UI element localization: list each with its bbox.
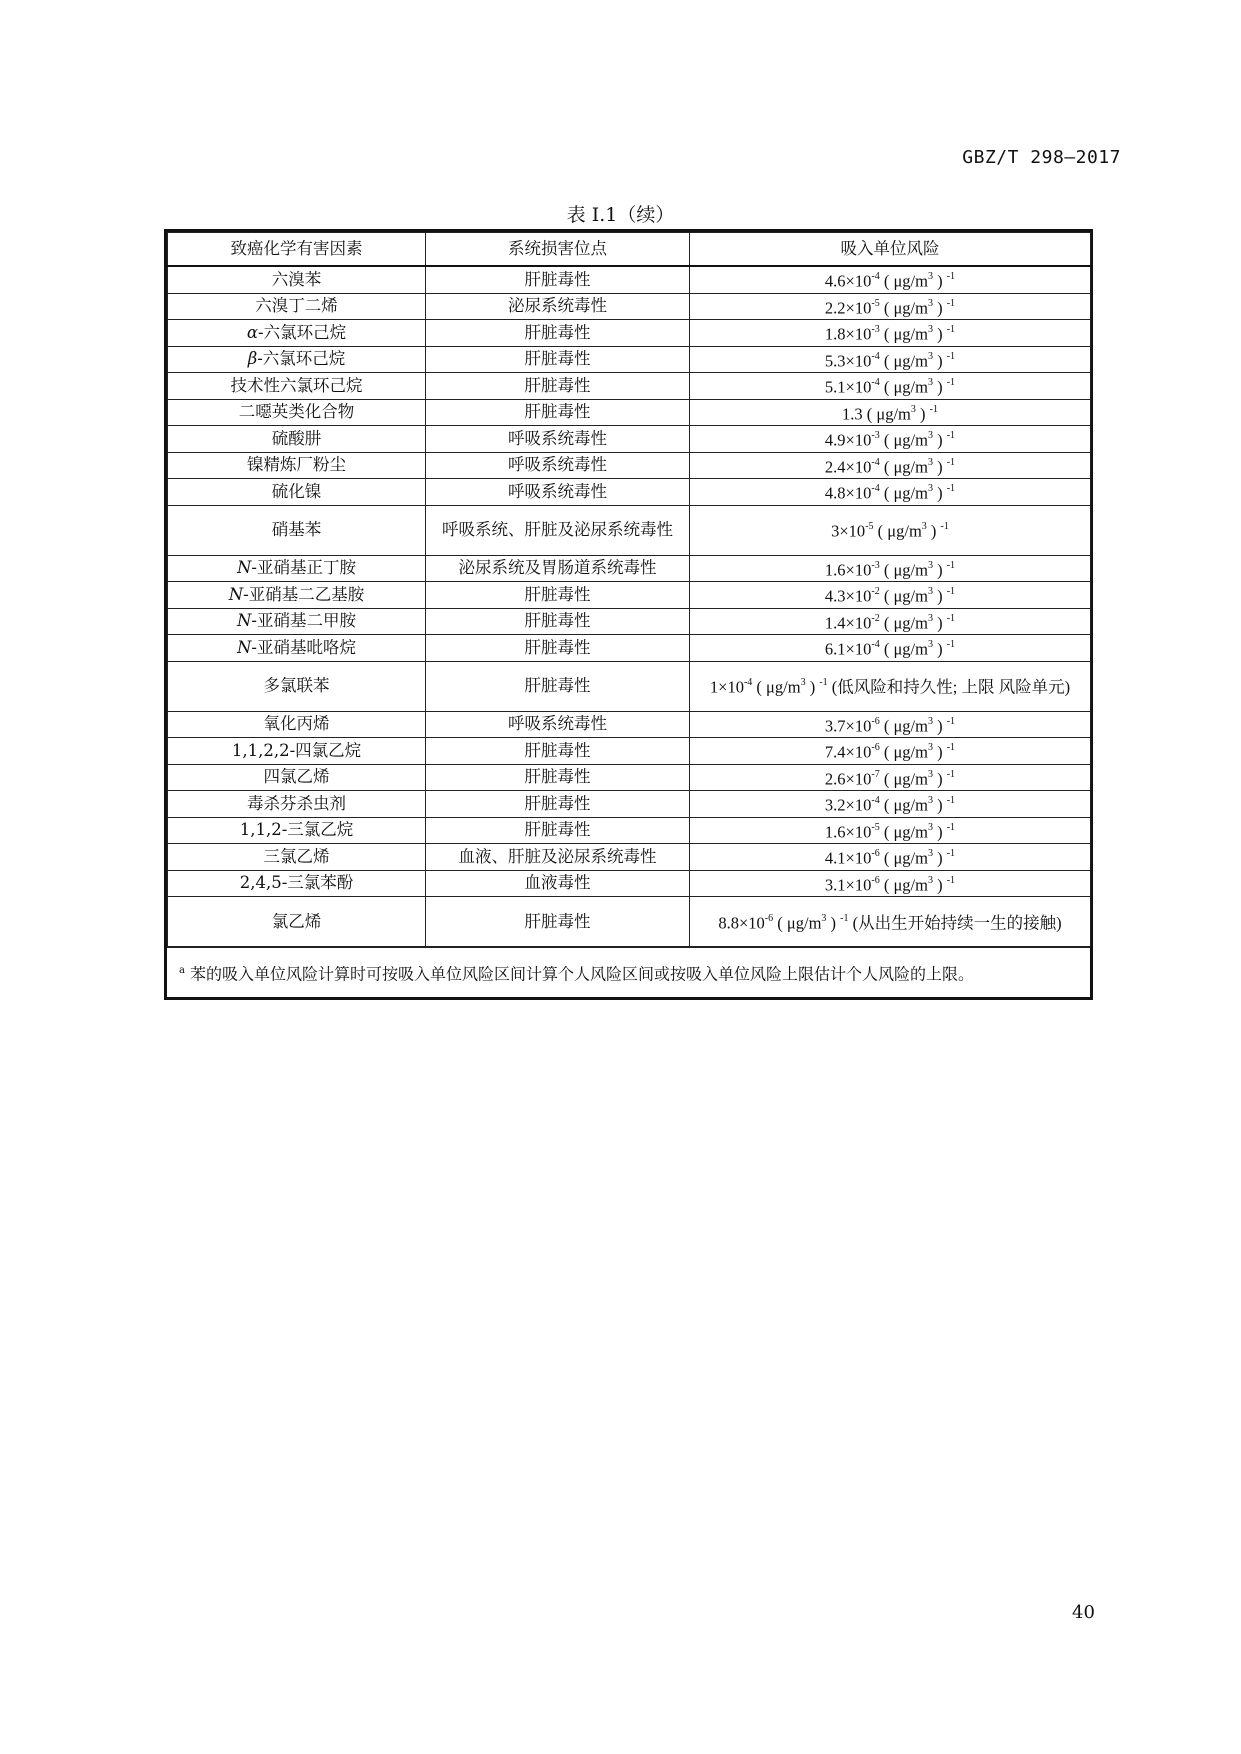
risk-exponent: -6 — [764, 912, 774, 924]
table-row — [168, 791, 1091, 818]
risk-coefficient: 1.4×10 — [824, 613, 872, 632]
risk-exponent: -3 — [871, 430, 880, 441]
risk-exponent: -4 — [871, 639, 880, 650]
risk-unit-exponent: 3 — [800, 677, 806, 689]
chemical-name-cell — [168, 635, 426, 662]
risk-unit-inverse: -1 — [946, 297, 956, 309]
risk-unit-exponent: 3 — [927, 324, 933, 335]
damage-site-cell: 肝脏毒性 — [426, 346, 690, 373]
table-row — [168, 661, 1091, 711]
chemical-name: -亚硝基正丁胺 — [251, 558, 356, 578]
risk-unit-exponent: 3 — [927, 377, 933, 388]
risk-unit-exponent: 3 — [927, 639, 933, 650]
risk-unit-inverse: -1 — [946, 586, 956, 597]
chemical-name: 1,1,2-三氯乙烷 — [239, 820, 354, 840]
risk-unit-exponent: 3 — [927, 456, 933, 468]
risk-unit-exponent: 3 — [910, 403, 916, 415]
risk-unit-exponent: 3 — [927, 795, 933, 806]
risk-unit-exponent: 3 — [927, 821, 933, 833]
risk-unit-inverse: -1 — [946, 612, 956, 624]
risk-unit-exponent: 3 — [927, 559, 933, 571]
chemical-name: 四氯乙烯 — [263, 767, 330, 787]
risk-exponent: -3 — [871, 559, 880, 571]
chemical-prefix: N — [236, 637, 252, 657]
inhalation-risk-cell — [690, 426, 1091, 453]
risk-note: (从出生开始持续一生的接触) — [848, 913, 1062, 933]
table-row — [168, 505, 1091, 555]
risk-coefficient: 4.1×10 — [824, 848, 872, 868]
risk-unit-inverse: -1 — [946, 350, 956, 362]
chemical-prefix: N — [236, 558, 252, 578]
chemical-name-cell — [168, 399, 426, 426]
risk-unit-close: ) — [932, 457, 947, 476]
risk-coefficient: 3.2×10 — [824, 795, 872, 815]
risk-unit-close: ) — [805, 677, 820, 697]
inhalation-risk-cell — [690, 320, 1091, 347]
damage-site-cell: 肝脏毒性 — [426, 897, 690, 947]
risk-unit-close: ) — [932, 822, 947, 841]
risk-exponent: -4 — [743, 677, 753, 689]
damage-site-cell: 泌尿系统及胃肠道系统毒性 — [426, 555, 690, 582]
chemical-name-cell — [168, 661, 426, 711]
risk-unit-exponent: 3 — [927, 586, 933, 597]
damage-site-cell: 呼吸系统毒性 — [426, 711, 690, 738]
chemical-name: 技术性六氯环己烷 — [230, 375, 363, 395]
risk-unit-exponent: 3 — [927, 874, 933, 886]
risk-exponent: -6 — [871, 742, 880, 753]
risk-unit-exponent: 3 — [927, 271, 933, 282]
inhalation-risk-cell — [690, 266, 1091, 293]
risk-coefficient: 4.3×10 — [824, 586, 872, 606]
chemical-name-cell — [168, 608, 426, 635]
table-row — [168, 426, 1091, 453]
chemical-name-cell — [168, 870, 426, 897]
risk-unit-close: ) — [932, 613, 947, 632]
inhalation-risk-cell — [690, 844, 1091, 871]
damage-site-cell: 肝脏毒性 — [426, 817, 690, 844]
inhalation-risk-cell — [690, 870, 1091, 897]
risk-unit: ( μg/m — [879, 848, 928, 868]
risk-coefficient: 1.6×10 — [824, 560, 872, 579]
risk-unit: ( μg/m — [879, 298, 928, 317]
risk-unit-exponent: 3 — [927, 350, 933, 362]
table-row — [168, 817, 1091, 844]
risk-unit-close: ) — [932, 769, 947, 788]
inhalation-risk-cell — [690, 791, 1091, 818]
risk-coefficient: 3.7×10 — [824, 716, 872, 735]
chemical-name-cell — [168, 791, 426, 818]
risk-exponent: -3 — [871, 324, 880, 335]
table-row — [168, 320, 1091, 347]
inhalation-risk-cell — [690, 608, 1091, 635]
table-row — [168, 346, 1091, 373]
chemical-name: -六氯环己烷 — [258, 322, 347, 342]
risk-exponent: -4 — [871, 795, 880, 806]
risk-unit-inverse: -1 — [946, 795, 956, 806]
risk-unit: ( μg/m — [879, 560, 928, 579]
inhalation-risk-cell — [690, 399, 1091, 426]
chemical-name: 六溴丁二烯 — [255, 296, 338, 316]
risk-unit: ( μg/m — [879, 742, 928, 762]
risk-unit-close: ) — [932, 639, 947, 659]
damage-site-cell: 呼吸系统毒性 — [426, 426, 690, 453]
risk-unit: ( μg/m — [879, 613, 928, 632]
risk-unit-inverse: -1 — [946, 430, 956, 441]
risk-coefficient: 8.8×10 — [718, 913, 765, 933]
risk-unit: ( μg/m — [773, 913, 822, 933]
risk-coefficient: 5.1×10 — [824, 377, 872, 397]
risk-unit: ( μg/m — [879, 586, 928, 606]
table-row — [168, 373, 1091, 400]
damage-site-cell: 血液毒性 — [426, 870, 690, 897]
table-row — [168, 582, 1091, 609]
chemical-name: 2,4,5-三氯苯酚 — [239, 873, 354, 893]
inhalation-risk-cell — [690, 738, 1091, 765]
risk-exponent: -6 — [871, 874, 880, 886]
table-header-row — [168, 233, 1091, 267]
risk-unit-inverse: -1 — [946, 271, 956, 282]
damage-site-cell: 泌尿系统毒性 — [426, 293, 690, 320]
risk-unit-exponent: 3 — [921, 521, 927, 533]
risk-unit-inverse: -1 — [946, 639, 956, 650]
risk-exponent: -4 — [871, 456, 880, 468]
damage-site-cell: 肝脏毒性 — [426, 373, 690, 400]
risk-coefficient: 5.3×10 — [824, 351, 872, 370]
table-title: 表 I.1（续） — [566, 204, 675, 226]
risk-unit-close: ) — [932, 716, 947, 735]
damage-site-cell: 肝脏毒性 — [426, 608, 690, 635]
inhalation-risk-cell — [690, 897, 1091, 947]
risk-unit-inverse: -1 — [840, 912, 849, 924]
risk-unit-close: ) — [932, 586, 947, 606]
chemical-name-cell — [168, 346, 426, 373]
risk-exponent: -7 — [871, 768, 880, 780]
risk-unit: ( μg/m — [879, 457, 928, 476]
inhalation-risk-cell — [690, 452, 1091, 479]
risk-unit-close: ) — [932, 351, 947, 370]
chemical-name-cell — [168, 844, 426, 871]
risk-unit: ( μg/m — [879, 716, 928, 735]
risk-unit-inverse: -1 — [946, 821, 956, 833]
damage-site-cell: 肝脏毒性 — [426, 635, 690, 662]
table-row — [168, 711, 1091, 738]
inhalation-risk-cell — [690, 711, 1091, 738]
chemical-prefix: N — [236, 611, 252, 631]
chemical-name: -亚硝基二乙基胺 — [243, 584, 365, 604]
risk-exponent: -4 — [871, 271, 880, 282]
risk-unit: ( μg/m — [879, 271, 928, 291]
table-row — [168, 452, 1091, 479]
chemical-name: -亚硝基吡咯烷 — [251, 637, 356, 657]
table-row — [168, 266, 1091, 293]
risk-exponent: -4 — [871, 483, 880, 494]
damage-site-cell: 肝脏毒性 — [426, 266, 690, 293]
risk-exponent: -6 — [871, 848, 880, 859]
risk-coefficient: 3×10 — [831, 521, 866, 541]
chemical-name-cell — [168, 479, 426, 506]
risk-unit-exponent: 3 — [927, 715, 933, 727]
risk-unit-close: ) — [932, 298, 947, 317]
column-header-chemical: 致癌化学有害因素 — [168, 233, 426, 267]
table-row — [168, 635, 1091, 662]
risk-unit-exponent: 3 — [927, 612, 933, 624]
risk-unit: ( μg/m — [873, 521, 922, 541]
risk-exponent: -2 — [871, 612, 880, 624]
table-footnote — [167, 947, 1090, 997]
risk-unit: ( μg/m — [879, 430, 928, 450]
risk-unit: ( μg/m — [879, 875, 928, 894]
risk-coefficient: 1.8×10 — [824, 324, 872, 344]
risk-exponent: -6 — [871, 715, 880, 727]
risk-exponent: -2 — [871, 586, 880, 597]
risk-unit-inverse: -1 — [819, 677, 828, 689]
damage-site-cell: 肝脏毒性 — [426, 764, 690, 791]
chemical-name: -亚硝基二甲胺 — [251, 611, 356, 631]
risk-unit-close: ) — [915, 404, 930, 423]
chemical-name: 多氯联苯 — [263, 676, 330, 695]
chemical-name: 镍精炼厂粉尘 — [247, 455, 346, 475]
risk-coefficient: 4.6×10 — [824, 271, 872, 291]
table-row — [168, 764, 1091, 791]
risk-unit-inverse: -1 — [946, 377, 956, 388]
risk-unit-inverse: -1 — [946, 848, 956, 859]
risk-unit-close: ) — [932, 271, 947, 291]
risk-exponent: -5 — [871, 821, 880, 833]
chemical-name-cell — [168, 764, 426, 791]
chemical-name: 毒杀芬杀虫剂 — [247, 793, 346, 813]
damage-site-cell: 呼吸系统毒性 — [426, 452, 690, 479]
risk-coefficient: 4.8×10 — [824, 483, 872, 503]
risk-unit: ( μg/m — [752, 677, 801, 697]
table-row — [168, 399, 1091, 426]
chemical-name-cell — [168, 266, 426, 293]
risk-unit-close: ) — [932, 848, 947, 868]
risk-unit-close: ) — [926, 521, 941, 541]
chemical-name-cell — [168, 555, 426, 582]
risk-unit: ( μg/m — [879, 351, 928, 370]
chemical-name-cell — [168, 711, 426, 738]
chemical-name-cell — [168, 582, 426, 609]
footnote-marker: a — [179, 965, 185, 976]
risk-coefficient: 1.6×10 — [824, 822, 872, 841]
risk-exponent: -5 — [871, 297, 880, 309]
inhalation-risk-cell — [690, 373, 1091, 400]
table-row — [168, 870, 1091, 897]
risk-unit-exponent: 3 — [927, 742, 933, 753]
chemical-name: 氯乙烯 — [271, 911, 322, 931]
risk-exponent: -4 — [871, 377, 880, 388]
risk-unit: ( μg/m — [879, 377, 928, 397]
risk-unit-inverse: -1 — [946, 483, 956, 494]
risk-table — [164, 229, 1093, 1000]
risk-unit-exponent: 3 — [927, 848, 933, 859]
risk-unit-inverse: -1 — [946, 742, 956, 753]
risk-coefficient: 2.6×10 — [824, 769, 872, 788]
risk-unit-inverse: -1 — [946, 456, 956, 468]
risk-unit-exponent: 3 — [927, 768, 933, 780]
footnote-text: 苯的吸入单位风险计算时可按吸入单位风险区间计算个人风险区间或按吸入单位风险上限估计个人风险的上限。 — [184, 964, 975, 984]
chemical-name: -六氯环己烷 — [257, 349, 346, 369]
inhalation-risk-cell — [690, 582, 1091, 609]
risk-unit: ( μg/m — [879, 324, 928, 344]
table-row — [168, 844, 1091, 871]
risk-coefficient: 2.2×10 — [824, 298, 872, 317]
risk-unit: ( μg/m — [879, 769, 928, 788]
risk-coefficient: 6.1×10 — [824, 639, 872, 659]
page-number: 40 — [1072, 1602, 1095, 1623]
risk-unit-exponent: 3 — [927, 297, 933, 309]
chemical-name: 三氯乙烯 — [263, 846, 330, 866]
inhalation-risk-cell — [690, 555, 1091, 582]
inhalation-risk-cell — [690, 293, 1091, 320]
risk-unit-inverse: -1 — [946, 324, 956, 335]
chemical-prefix: N — [228, 584, 244, 604]
risk-unit-exponent: 3 — [821, 912, 827, 924]
chemical-prefix: β — [247, 349, 258, 369]
chemical-name: 1,1,2,2-四氯乙烷 — [231, 740, 362, 760]
chemical-name-cell — [168, 426, 426, 453]
risk-exponent: -5 — [865, 521, 874, 533]
chemical-name: 二噁英类化合物 — [238, 402, 355, 422]
risk-unit-close: ) — [932, 560, 947, 579]
chemical-name-cell — [168, 452, 426, 479]
inhalation-risk-cell — [690, 635, 1091, 662]
risk-unit-close: ) — [932, 795, 947, 815]
risk-unit-close: ) — [826, 913, 841, 933]
risk-unit-inverse: -1 — [940, 521, 949, 533]
risk-note: (低风险和持久性; 上限 风险单元) — [827, 677, 1071, 697]
table-row — [168, 293, 1091, 320]
table-row — [168, 608, 1091, 635]
damage-site-cell: 肝脏毒性 — [426, 399, 690, 426]
risk-unit: ( μg/m — [862, 404, 911, 423]
risk-unit-inverse: -1 — [946, 715, 956, 727]
risk-coefficient: 7.4×10 — [824, 742, 872, 762]
column-header-risk: 吸入单位风险 — [690, 233, 1091, 267]
table-row — [168, 897, 1091, 947]
risk-unit: ( μg/m — [879, 822, 928, 841]
chemical-name: 硫酸肼 — [271, 428, 322, 448]
risk-unit-inverse: -1 — [929, 403, 938, 415]
chemical-name-cell — [168, 738, 426, 765]
damage-site-cell: 呼吸系统、肝脏及泌尿系统毒性 — [426, 505, 690, 555]
risk-coefficient: 4.9×10 — [824, 430, 872, 450]
column-header-site: 系统损害位点 — [426, 233, 690, 267]
damage-site-cell: 肝脏毒性 — [426, 791, 690, 818]
inhalation-risk-cell — [690, 661, 1091, 711]
damage-site-cell: 肝脏毒性 — [426, 320, 690, 347]
risk-unit-close: ) — [932, 875, 947, 894]
risk-unit: ( μg/m — [879, 795, 928, 815]
risk-coefficient: 3.1×10 — [824, 875, 872, 894]
risk-unit-inverse: -1 — [946, 559, 956, 571]
standard-code: GBZ/T 298—2017 — [962, 147, 1121, 168]
table-row — [168, 738, 1091, 765]
inhalation-risk-cell — [690, 764, 1091, 791]
inhalation-risk-cell — [690, 817, 1091, 844]
chemical-prefix: α — [246, 322, 259, 342]
chemical-name: 硫化镍 — [271, 481, 322, 501]
damage-site-cell: 肝脏毒性 — [426, 582, 690, 609]
risk-unit-exponent: 3 — [927, 483, 933, 494]
chemical-name: 硝基苯 — [271, 520, 322, 539]
chemical-name-cell — [168, 505, 426, 555]
risk-coefficient: 1.3 — [842, 404, 863, 423]
inhalation-risk-cell — [690, 479, 1091, 506]
damage-site-cell: 呼吸系统毒性 — [426, 479, 690, 506]
risk-unit: ( μg/m — [879, 483, 928, 503]
risk-unit: ( μg/m — [879, 639, 928, 659]
chemical-name: 氧化丙烯 — [263, 714, 330, 734]
chemical-name-cell — [168, 293, 426, 320]
risk-coefficient: 2.4×10 — [824, 457, 872, 476]
damage-site-cell: 血液、肝脏及泌尿系统毒性 — [426, 844, 690, 871]
risk-exponent: -4 — [871, 350, 880, 362]
inhalation-risk-cell — [690, 346, 1091, 373]
chemical-name-cell — [168, 897, 426, 947]
risk-unit-close: ) — [932, 483, 947, 503]
risk-unit-inverse: -1 — [946, 768, 956, 780]
risk-coefficient: 1×10 — [709, 677, 744, 697]
table-row — [168, 479, 1091, 506]
risk-unit-close: ) — [932, 324, 947, 344]
risk-unit-close: ) — [932, 742, 947, 762]
risk-unit-close: ) — [932, 430, 947, 450]
chemical-name-cell — [168, 817, 426, 844]
damage-site-cell: 肝脏毒性 — [426, 661, 690, 711]
risk-unit-close: ) — [932, 377, 947, 397]
table-row — [168, 555, 1091, 582]
chemical-name-cell — [168, 373, 426, 400]
risk-unit-exponent: 3 — [927, 430, 933, 441]
risk-unit-inverse: -1 — [946, 874, 956, 886]
chemical-name-cell — [168, 320, 426, 347]
inhalation-risk-cell — [690, 505, 1091, 555]
chemical-name: 六溴苯 — [271, 269, 322, 289]
damage-site-cell: 肝脏毒性 — [426, 738, 690, 765]
